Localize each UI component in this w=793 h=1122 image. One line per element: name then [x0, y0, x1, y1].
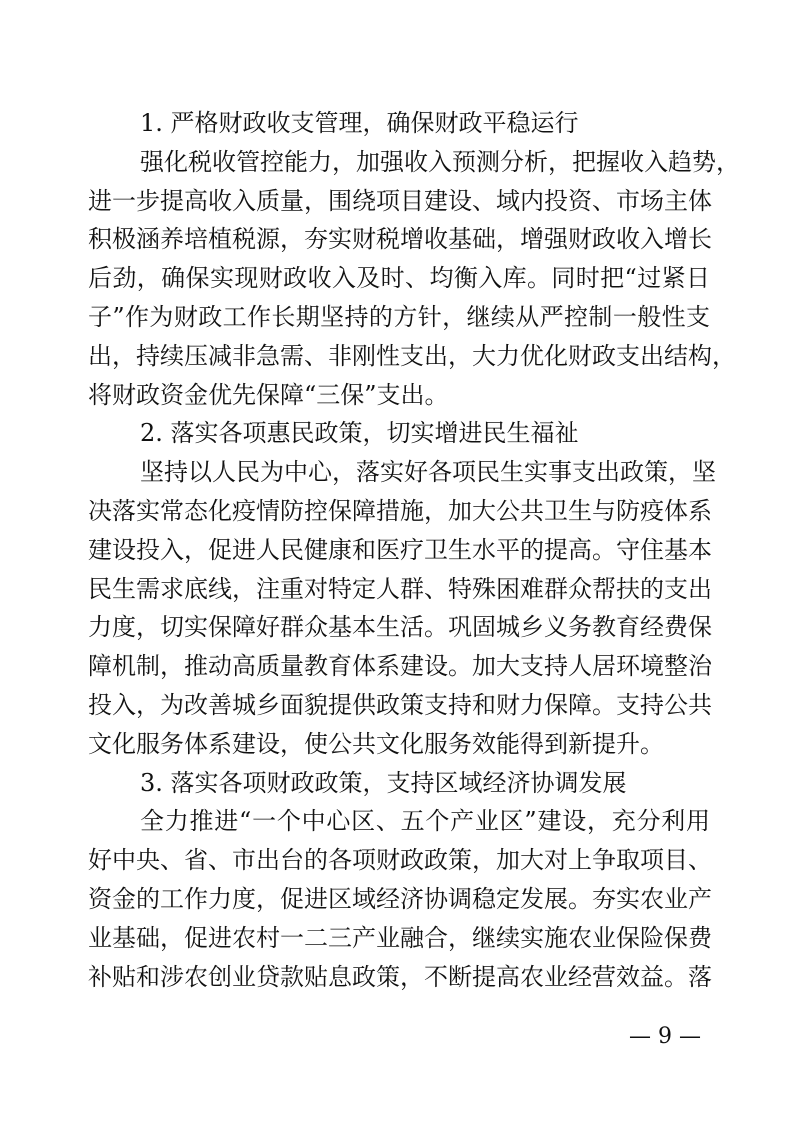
paragraph-line: 好中央、省、市出台的各项财政政策，加大对上争取项目、: [88, 846, 712, 875]
section-3: [88, 764, 710, 997]
section-heading: 2. 落实各项惠民政策，切实增进民生福祉: [140, 419, 579, 448]
paragraph-line: 后劲，确保实现财政收入及时、均衡入库。同时把“过紧日: [88, 264, 710, 293]
paragraph-line: 民生需求底线，注重对特定人群、特殊困难群众帮扶的支出: [88, 574, 712, 603]
paragraph-line: 将财政资金优先保障“三保”支出。: [88, 380, 449, 409]
paragraph-line: 决落实常态化疫情防控保障措施，加大公共卫生与防疫体系: [88, 496, 712, 525]
paragraph-line: 出，持续压减非急需、非刚性支出，大力优化财政支出结构，: [88, 341, 736, 370]
section-2: [88, 414, 716, 763]
paragraph-line: 力度，切实保障好群众基本生活。巩固城乡义务教育经费保: [88, 613, 712, 642]
paragraph-line: 强化税收管控能力，加强收入预测分析，把握收入趋势，: [140, 147, 740, 176]
paragraph-line: 投入，为改善城乡面貌提供政策支持和财力保障。支持公共: [88, 690, 712, 719]
paragraph-line: 业基础，促进农村一二三产业融合，继续实施农业保险保费: [88, 923, 712, 952]
paragraph-line: 坚持以人民为中心，落实好各项民生实事支出政策，坚: [140, 458, 716, 487]
section-heading: 3. 落实各项财政政策，支持区域经济协调发展: [140, 768, 627, 797]
section-1: [88, 104, 740, 414]
document-body: [88, 104, 740, 996]
paragraph-line: 积极涵养培植税源，夯实财税增收基础，增强财政收入增长: [88, 225, 712, 254]
paragraph-line: 障机制，推动高质量教育体系建设。加大支持人居环境整治: [88, 652, 712, 681]
section-heading: 1. 严格财政收支管理，确保财政平稳运行: [140, 109, 579, 137]
paragraph-line: 子”作为财政工作长期坚持的方针，继续从严控制一般性支: [88, 302, 710, 331]
paragraph-line: 全力推进“一个中心区、五个产业区”建设，充分利用: [140, 807, 710, 836]
paragraph-line: 资金的工作力度，促进区域经济协调稳定发展。夯实农业产: [88, 884, 712, 913]
paragraph-line: 补贴和涉农创业贷款贴息政策，不断提高农业经营效益。落: [88, 962, 712, 991]
paragraph-line: 文化服务体系建设，使公共文化服务效能得到新提升。: [88, 729, 664, 758]
paragraph-line: 进一步提高收入质量，围绕项目建设、域内投资、市场主体: [88, 186, 712, 215]
paragraph-line: 建设投入，促进人民健康和医疗卫生水平的提高。守住基本: [88, 535, 712, 564]
page-number: — 9 —: [629, 1024, 701, 1049]
